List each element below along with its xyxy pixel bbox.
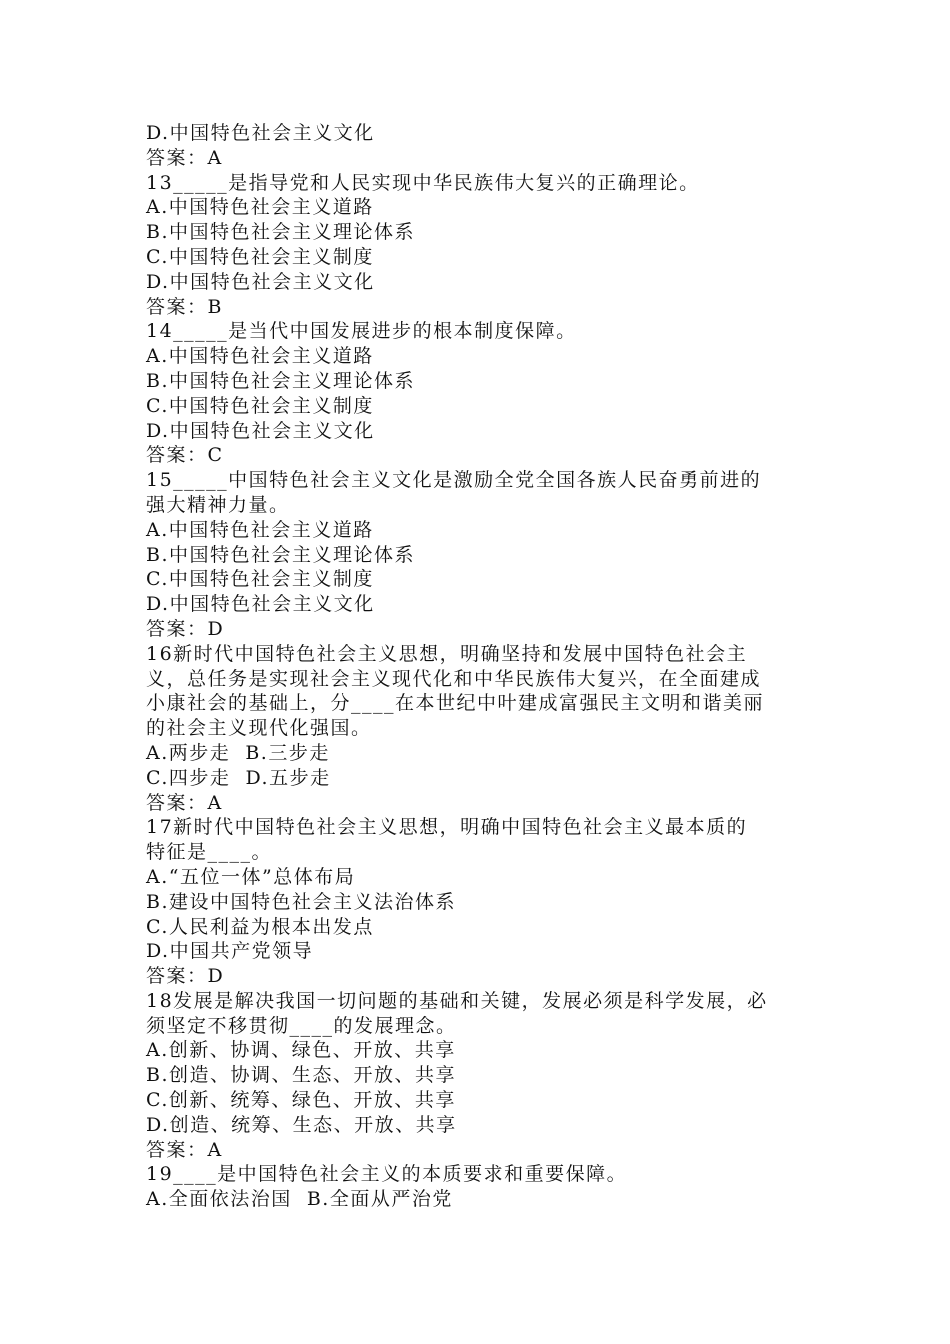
- question-17: 17新时代中国特色社会主义思想，明确中国特色社会主义最本质的: [146, 816, 748, 839]
- question-18: 18发展是解决我国一切问题的基础和关键，发展必须是科学发展，必: [146, 989, 768, 1012]
- answer-line: 答案：A: [146, 146, 223, 169]
- question-15-cont: 强大精神力量。: [146, 493, 290, 516]
- question-16-cont: 的社会主义现代化强国。: [146, 717, 372, 740]
- option-ab: A.两步走 B.三步走: [146, 741, 330, 764]
- option-d: D.中国特色社会主义文化: [146, 270, 375, 293]
- option-b: B.建设中国特色社会主义法治体系: [146, 890, 457, 913]
- question-16-cont: 义，总任务是实现社会主义现代化和中华民族伟大复兴，在全面建成: [146, 667, 762, 690]
- option-d: D.创造、统筹、生态、开放、共享: [146, 1113, 457, 1136]
- answer-line: 答案：D: [146, 617, 225, 640]
- question-16-cont: 小康社会的基础上，分____在本世纪中叶建成富强民主文明和谐美丽: [146, 692, 765, 715]
- option-a: A.创新、协调、绿色、开放、共享: [146, 1039, 456, 1062]
- option-a: A.中国特色社会主义道路: [146, 196, 374, 219]
- option-b: B.创造、协调、生态、开放、共享: [146, 1064, 457, 1087]
- option-d: D.中国特色社会主义文化: [146, 593, 375, 616]
- option-cd: C.四步走 D.五步走: [146, 766, 331, 789]
- document-page: [146, 121, 826, 1212]
- option-b: B.中国特色社会主义理论体系: [146, 543, 416, 566]
- option-c: C.中国特色社会主义制度: [146, 394, 374, 417]
- question-13: 13_____是指导党和人民实现中华民族伟大复兴的正确理论。: [146, 171, 700, 194]
- question-18-cont: 须坚定不移贯彻____的发展理念。: [146, 1014, 457, 1037]
- answer-line: 答案：C: [146, 444, 224, 467]
- option-ab: A.全面依法治国 B.全面从严治党: [146, 1188, 453, 1211]
- option-b: B.中国特色社会主义理论体系: [146, 221, 416, 244]
- answer-line: 答案：A: [146, 791, 223, 814]
- option-a: A.“五位一体”总体布局: [146, 865, 356, 888]
- question-19: 19____是中国特色社会主义的本质要求和重要保障。: [146, 1163, 628, 1186]
- answer-line: 答案：B: [146, 295, 223, 318]
- option-a: A.中国特色社会主义道路: [146, 518, 374, 541]
- option-c: C.中国特色社会主义制度: [146, 245, 374, 268]
- question-15: 15_____中国特色社会主义文化是激励全党全国各族人民奋勇前进的: [146, 469, 762, 492]
- question-16: 16新时代中国特色社会主义思想，明确坚持和发展中国特色社会主: [146, 642, 748, 665]
- option-a: A.中国特色社会主义道路: [146, 345, 374, 368]
- option-c: C.中国特色社会主义制度: [146, 568, 374, 591]
- question-14: 14_____是当代中国发展进步的根本制度保障。: [146, 320, 577, 343]
- option-d: D.中国特色社会主义文化: [146, 419, 375, 442]
- question-17-cont: 特征是____。: [146, 841, 273, 864]
- answer-line: 答案：A: [146, 1138, 223, 1161]
- option-c: C.人民利益为根本出发点: [146, 915, 374, 938]
- answer-line: 答案：D: [146, 965, 225, 988]
- option-c: C.创新、统筹、绿色、开放、共享: [146, 1089, 456, 1112]
- option-b: B.中国特色社会主义理论体系: [146, 369, 416, 392]
- text-line: D.中国特色社会主义文化: [146, 122, 375, 144]
- option-d: D.中国共产党领导: [146, 940, 314, 963]
